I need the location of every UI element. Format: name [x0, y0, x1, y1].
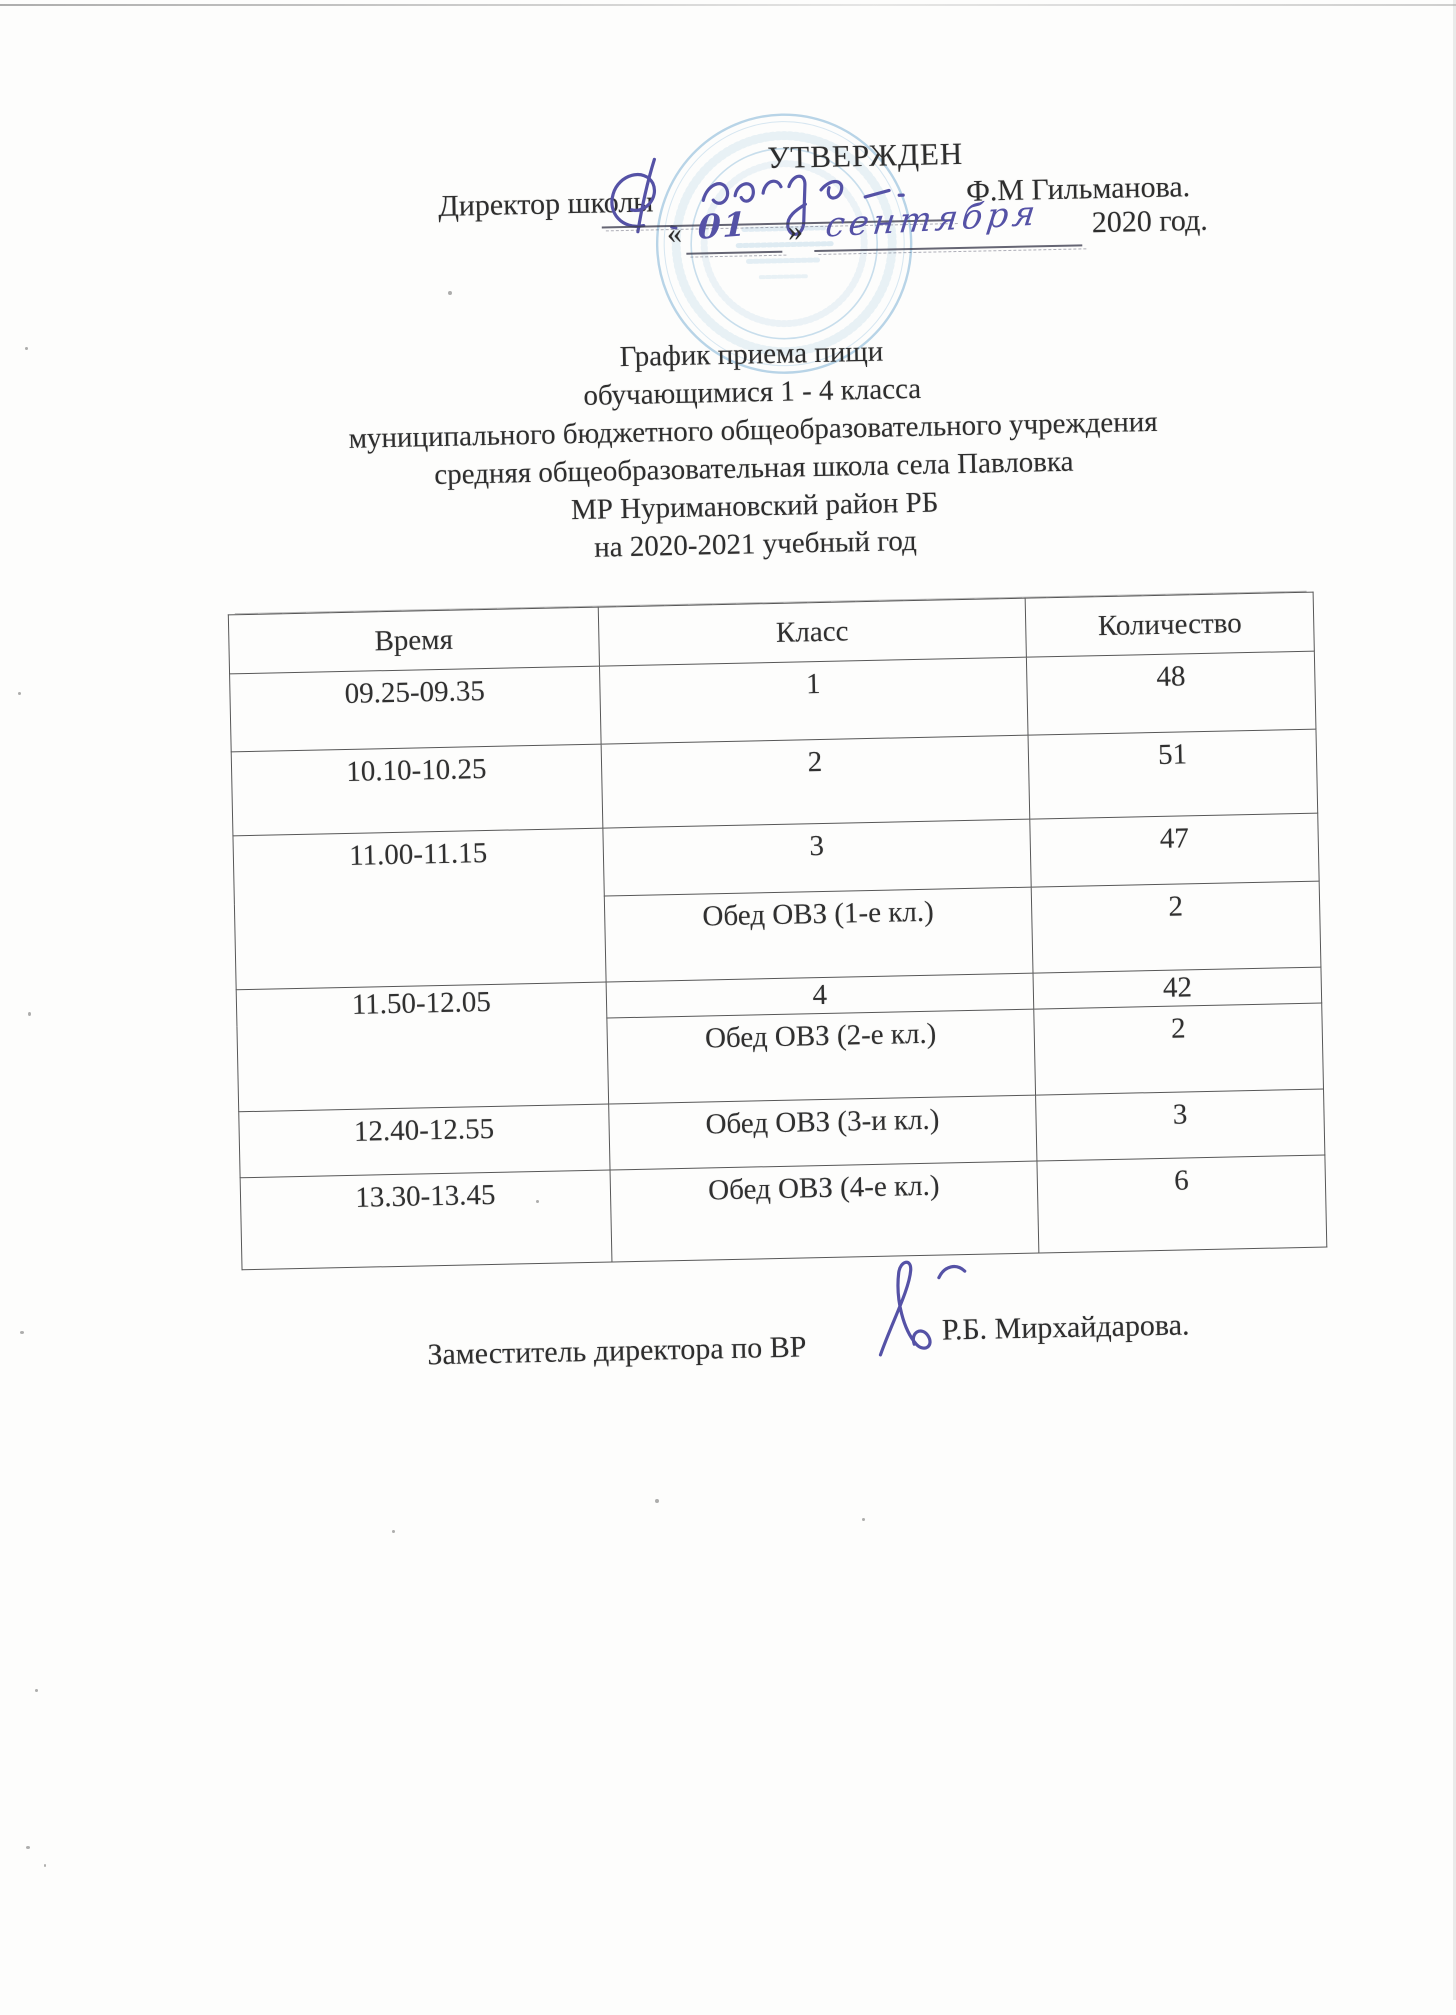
scan-speck [28, 1012, 31, 1016]
class-cell: Обед ОВЗ (2-е кл.) [606, 1009, 1035, 1104]
date-year: 2020 год. [1091, 203, 1209, 240]
scan-speck [25, 347, 28, 350]
title-line: График приема пищи [619, 335, 884, 374]
class-cell: 3 [602, 819, 1031, 896]
class-cell: 2 [601, 735, 1030, 828]
scan-speck [392, 1530, 395, 1533]
title-line: средняя общеобразовательная школа села Павловка [433, 445, 1074, 492]
time-cell: 09.25-09.35 [230, 666, 601, 752]
scan-speck [448, 291, 452, 295]
time-cell: 11.50-12.05 [236, 982, 608, 1112]
count-cell: 3 [1036, 1089, 1325, 1161]
handwritten-day: 01 [697, 204, 749, 247]
scan-speck [44, 1864, 46, 1867]
director-label: Директор школы [437, 185, 654, 223]
quote-open: « [666, 216, 683, 251]
class-cell: 4 [606, 973, 1034, 1018]
time-cell: 13.30-13.45 [240, 1170, 611, 1270]
class-cell: Обед ОВЗ (3-и кл.) [608, 1095, 1037, 1170]
scan-speck [26, 1846, 30, 1849]
count-cell: 51 [1028, 729, 1318, 819]
time-cell: 11.00-11.15 [233, 828, 606, 990]
count-cell: 2 [1034, 1003, 1324, 1095]
title-line: на 2020-2021 учебный год [593, 524, 918, 564]
scan-speck [35, 1689, 38, 1692]
handwritten-month: сентября [823, 193, 1042, 246]
class-cell: Обед ОВЗ (1-е кл.) [604, 887, 1033, 982]
time-cell: 12.40-12.55 [239, 1104, 610, 1178]
scan-speck [18, 692, 21, 695]
title-line: муниципального бюджетного общеобразовательного учреждения [348, 405, 1158, 455]
title-line: обучающимися 1 - 4 класса [583, 372, 922, 412]
count-cell: 48 [1027, 651, 1316, 735]
col-header-class: Класс [598, 598, 1027, 666]
count-cell: 2 [1031, 881, 1321, 973]
director-name: Ф.М Гильманова. [965, 170, 1191, 208]
deputy-position-label: Заместитель директора по ВР [427, 1330, 807, 1372]
scan-speck [536, 1200, 539, 1203]
approved-label: УТВЕРЖДЕН [766, 135, 964, 175]
count-cell: 6 [1037, 1155, 1327, 1253]
col-header-time: Время [228, 607, 599, 674]
class-cell: Обед ОВЗ (4-е кл.) [610, 1161, 1039, 1262]
document-title [286, 326, 1221, 573]
class-cell: 1 [599, 657, 1028, 744]
quote-close: » [787, 214, 804, 248]
deputy-name: Р.Б. Мирхайдарова. [941, 1308, 1190, 1347]
scan-speck [655, 1499, 659, 1503]
col-header-count: Количество [1025, 592, 1314, 657]
count-cell: 47 [1030, 813, 1319, 887]
scan-speck [20, 1331, 24, 1334]
scan-speck [862, 1518, 865, 1521]
meal-schedule-table [228, 592, 1328, 1271]
deputy-signature [850, 1251, 992, 1369]
count-cell: 42 [1033, 967, 1322, 1009]
title-line: МР Нуримановский район РБ [570, 486, 939, 527]
time-cell: 10.10-10.25 [231, 744, 602, 836]
